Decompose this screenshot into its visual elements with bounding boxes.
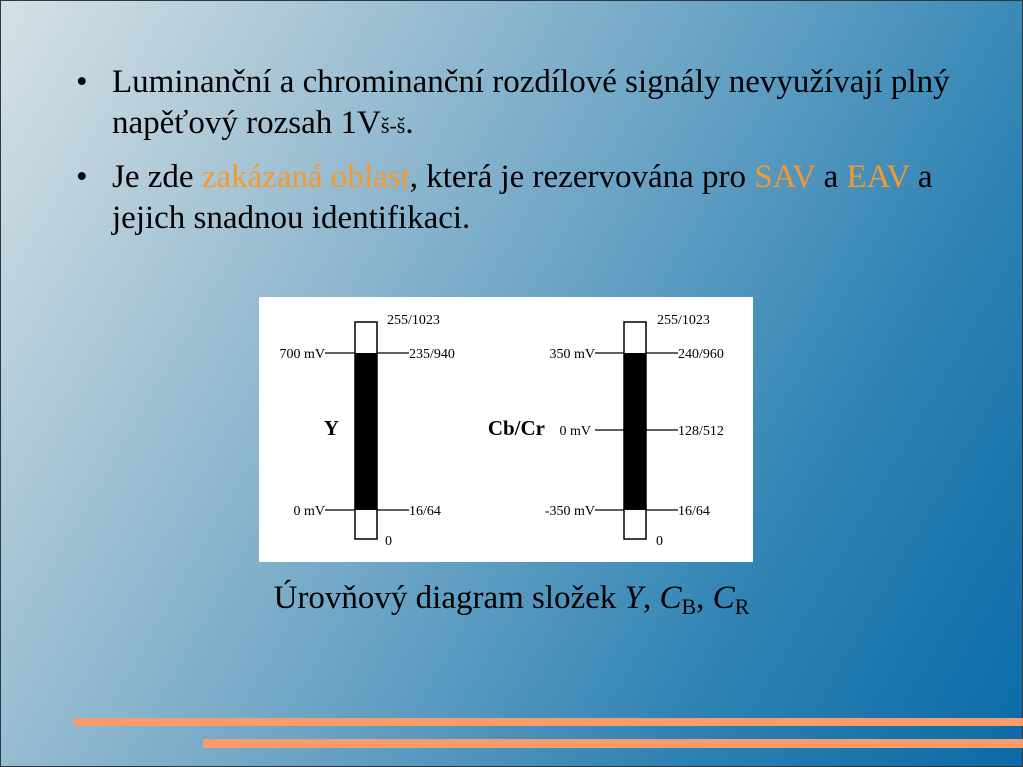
c-label-top: 255/1023 [657,313,710,328]
caption-prefix: Úrovňový diagram složek [273,580,625,616]
bullet-item-1 [76,62,976,146]
bullet-tail: . [405,105,414,141]
bullet-text-part: , která je rezervována pro [409,159,755,195]
bullet-text: Luminanční a chrominanční rozdílové signály nevyužívají plný napěťový rozsah 1V [112,64,950,141]
c-label-high-code: 240/960 [678,347,724,362]
y-label-high-voltage: 700 mV [279,347,325,362]
c-label-mid-voltage: 0 mV [559,424,591,439]
y-label-top: 255/1023 [387,313,440,328]
caption-separator: , [696,580,713,616]
c-component-name: Cb/Cr [487,416,545,440]
bullet-marker: • [76,159,88,195]
bullet-subscript: š-š [380,113,406,138]
y-label-bottom: 0 [385,534,392,549]
figure-caption [0,578,1023,627]
c-label-high-voltage: 350 mV [549,347,595,362]
c-label-mid-code: 128/512 [678,424,724,439]
bullet-text-part: a [815,159,847,195]
bullet-list [76,62,976,250]
c-label-bottom: 0 [656,534,663,549]
highlight-eav: EAV [846,159,910,195]
decorative-stripe-top [74,718,1023,726]
c-label-low-code: 16/64 [678,504,710,519]
bullet-text-part: Je zde [112,159,202,195]
y-label-low-code: 16/64 [409,504,441,519]
level-diagram [259,297,753,562]
caption-y: Y [624,580,643,616]
bullet-text-part: a jejich snadnou identifikaci. [112,159,933,236]
caption-cb-subscript: B [681,594,697,619]
bullet-item-2 [76,157,976,239]
y-label-high-code: 235/940 [409,347,455,362]
y-label-low-voltage: 0 mV [293,504,325,519]
highlight-forbidden-area: zakázaná oblast [201,159,410,195]
caption-cr: C [712,580,735,616]
caption-cr-subscript: R [734,594,750,619]
y-component-name: Y [323,416,339,440]
decorative-stripe-bottom [203,739,1023,748]
caption-cb: C [659,580,682,616]
c-label-low-voltage: -350 mV [544,504,595,519]
c-level-bar [595,322,678,539]
caption-separator: , [642,580,660,616]
highlight-sav: SAV [754,159,816,195]
bullet-marker: • [76,64,88,100]
